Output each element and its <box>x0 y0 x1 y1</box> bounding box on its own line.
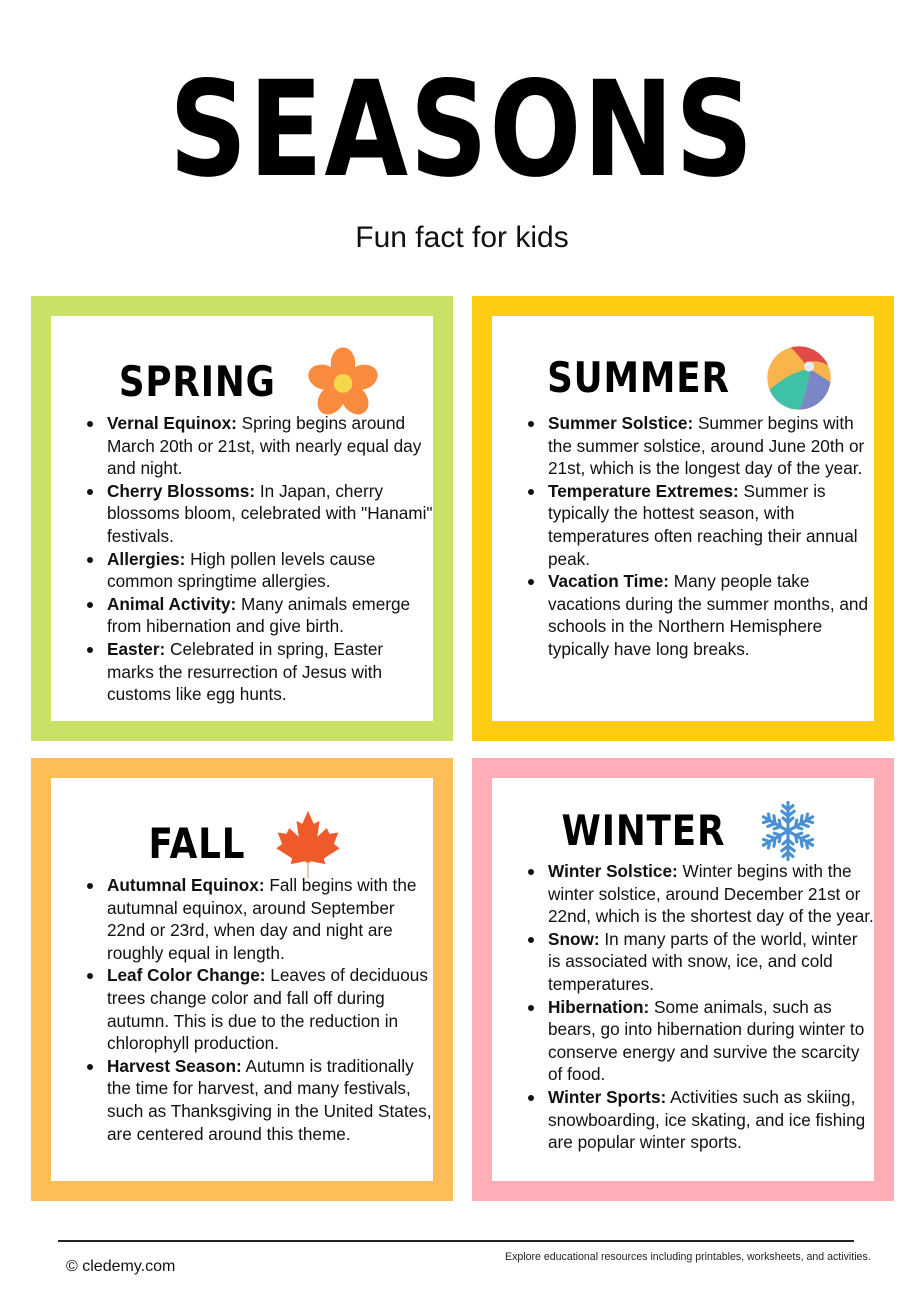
footer-divider <box>58 1240 854 1242</box>
list-item: Autumnal Equinox: Fall begins with the autumnal equinox, around September 22nd or 23rd, when day and night are roughly equal in length. <box>87 874 433 964</box>
summer-card <box>472 296 894 741</box>
list-item: Winter Solstice: Winter begins with the winter solstice, around December 21st or 22nd, which is the shortest day of the year. <box>528 860 874 928</box>
list-item: Harvest Season: Autumn is traditionally the time for harvest, and many festivals, such as Thanksgiving in the United States, are centered around this theme. <box>87 1055 433 1145</box>
page-title: SEASONS <box>169 53 755 207</box>
maple-leaf-icon <box>272 808 344 880</box>
list-item: Vernal Equinox: Spring begins around March 20th or 21st, with nearly equal day and night. <box>87 412 433 480</box>
spring-card-header <box>51 346 433 418</box>
list-item: Temperature Extremes: Summer is typically the hottest season, with temperatures often reaching their annual peak. <box>528 480 874 570</box>
spring-facts-list <box>51 412 433 706</box>
footer-tagline: Explore educational resources including printables, worksheets, and activities. <box>505 1251 871 1263</box>
summer-title: SUMMER <box>546 353 730 402</box>
fall-facts-list <box>51 874 433 1145</box>
summer-facts-list <box>492 412 874 661</box>
spring-title: SPRING <box>118 357 276 406</box>
list-item: Summer Solstice: Summer begins with the summer solstice, around June 20th or 21st, which is the longest day of the year. <box>528 412 874 480</box>
summer-card-header <box>492 342 874 414</box>
list-item: Winter Sports: Activities such as skiing, snowboarding, ice skating, and ice fishing are popular winter sports. <box>528 1086 874 1154</box>
footer-copyright: © cledemy.com <box>66 1258 176 1275</box>
list-item: Allergies: High pollen levels cause common springtime allergies. <box>87 548 433 593</box>
list-item: Leaf Color Change: Leaves of deciduous trees change color and fall off during autumn. This is due to the reduction in chlorophyll production. <box>87 964 433 1054</box>
beach-ball-icon <box>763 342 835 414</box>
list-item: Animal Activity: Many animals emerge from hibernation and give birth. <box>87 593 433 638</box>
list-item: Snow: In many parts of the world, winter is associated with snow, ice, and cold temperatures. <box>528 928 874 996</box>
list-item: Hibernation: Some animals, such as bears, go into hibernation during winter to conserve energy and survive the scarcity of food. <box>528 996 874 1086</box>
winter-card-header <box>492 800 874 862</box>
fall-card <box>31 758 453 1201</box>
spring-card <box>31 296 453 741</box>
fall-title: FALL <box>148 819 246 868</box>
page-subtitle: Fun fact for kids <box>355 221 569 254</box>
list-item: Easter: Celebrated in spring, Easter marks the resurrection of Jesus with customs like egg hunts. <box>87 638 433 706</box>
snowflake-icon <box>757 800 819 862</box>
list-item: Vacation Time: Many people take vacations during the summer months, and schools in the Northern Hemisphere typically have long breaks. <box>528 570 874 660</box>
winter-card <box>472 758 894 1201</box>
list-item: Cherry Blossoms: In Japan, cherry blossoms bloom, celebrated with "Hanami" festivals. <box>87 480 433 548</box>
fall-card-header <box>51 808 433 880</box>
flower-icon <box>307 346 379 418</box>
winter-title: WINTER <box>561 806 725 855</box>
winter-facts-list <box>492 860 874 1154</box>
